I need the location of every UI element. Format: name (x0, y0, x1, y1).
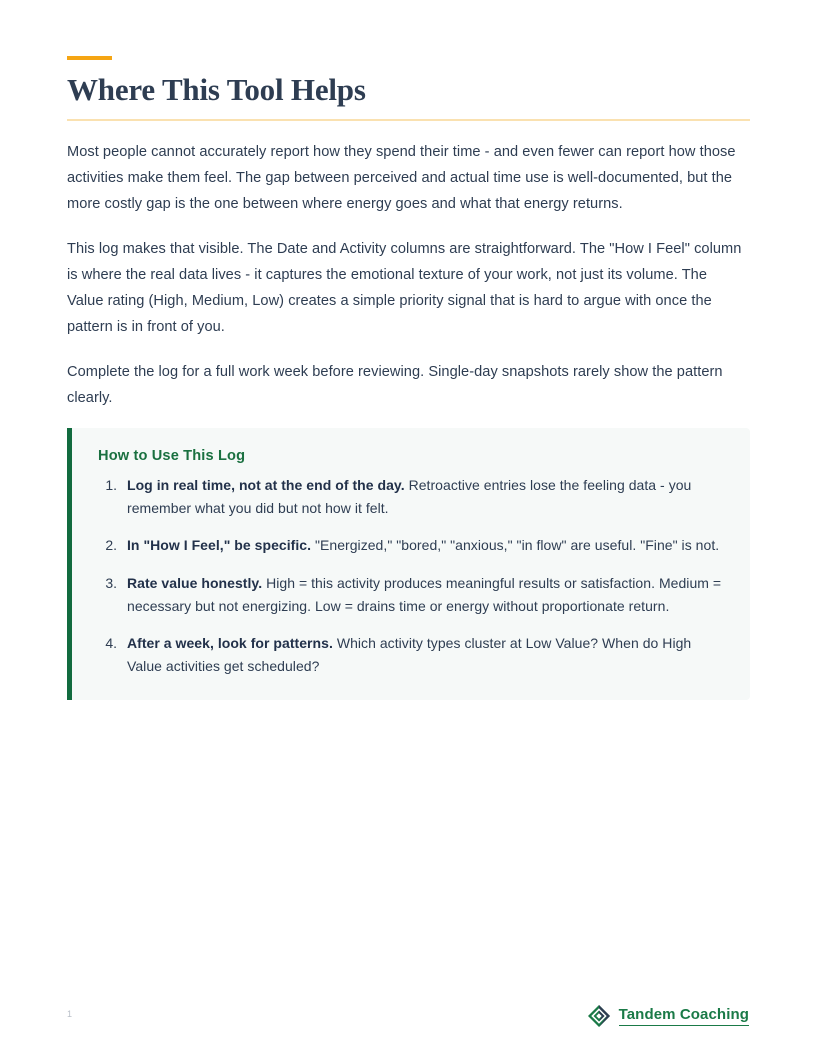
how-to-use-callout (67, 428, 750, 700)
list-item-rest: Which activity types cluster at Low Value? When do High Value activities get scheduled? (127, 635, 692, 675)
title-accent-bar (67, 56, 112, 60)
list-item-rest: High = this activity produces meaningful results or satisfaction. Medium = necessary but not energizing. Low = drains time or energy without proportionate return. (127, 575, 722, 614)
body-copy (67, 140, 747, 412)
title-divider-rule (67, 119, 750, 121)
list-item (121, 474, 724, 519)
list-item-rest: "Energized," "bored," "anxious," "in flow" are useful. "Fine" is not. (311, 537, 720, 554)
callout-instruction-list (98, 474, 724, 678)
body-paragraph-3: Complete the log for a full work week before reviewing. Single-day snapshots rarely show the pattern clearly. (67, 363, 723, 406)
page-title: Where This Tool Helps (67, 72, 366, 107)
brand-logo (587, 1004, 749, 1028)
list-item-rest: Retroactive entries lose the feeling data - you remember what you did but not how it felt. (127, 477, 692, 516)
tandem-diamond-logo-icon (587, 1004, 611, 1028)
body-paragraph-2: This log makes that visible. The Date and Activity columns are straightforward. The "How I Feel" column is where the real data lives - it captures the emotional texture of your work, not just its volume. The Value rating (High, Medium, Low) creates a simple priority signal that is hard to argue with once the pattern is in front of you. (67, 240, 742, 335)
list-item (121, 534, 724, 557)
callout-heading: How to Use This Log (98, 448, 246, 464)
list-item (121, 572, 724, 617)
list-item (121, 632, 724, 677)
list-item-lead: After a week, look for patterns. (127, 635, 333, 652)
body-paragraph-1: Most people cannot accurately report how they spend their time - and even fewer can report how those activities make them feel. The gap between perceived and actual time use is well-documented, but the more costly gap is the one between where energy goes and what that energy returns. (67, 144, 736, 212)
list-item-lead: Rate value honestly. (127, 575, 263, 592)
brand-name: Tandem Coaching (619, 1006, 749, 1025)
page-number: 1 (67, 1009, 73, 1019)
list-item-lead: Log in real time, not at the end of the day. (127, 477, 405, 493)
list-item-lead: In "How I Feel," be specific. (127, 537, 312, 554)
